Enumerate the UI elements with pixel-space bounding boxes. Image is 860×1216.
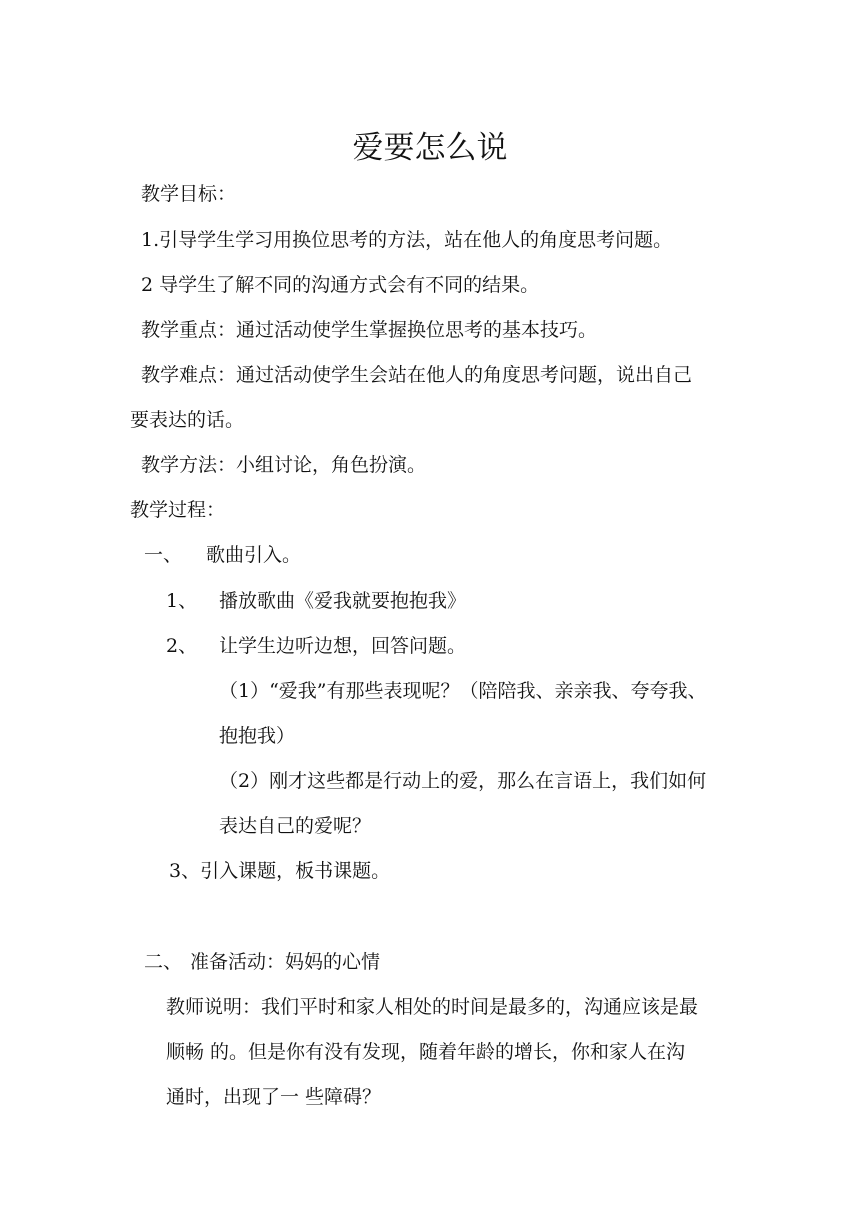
process-heading: 教学过程： [130,499,226,521]
step-2-number: 2、 [166,635,198,657]
goal-item-1: 1.引导学生学习用换位思考的方法，站在他人的角度思考问题。 [141,229,673,251]
question-1-line-2: 抱抱我） [219,725,296,747]
question-2-line-1: （2）刚才这些都是行动上的爱，那么在言语上，我们如何 [219,770,707,792]
step-1-number: 1、 [166,590,198,612]
goal-heading: 教学目标： [141,183,237,205]
section-1-number: 一、 [144,544,183,566]
step-2-text: 让学生边听边想，回答问题。 [219,635,467,657]
paragraph-line-1: 教师说明：我们平时和家人相处的时间是最多的，沟通应该是最 [166,996,699,1018]
paragraph-line-2: 顺畅 的。但是你有没有发现，随着年龄的增长，你和家人在沟 [166,1041,686,1063]
step-3-text: 3、引入课题，板书课题。 [169,860,391,882]
difficulty-line-2: 要表达的话。 [130,409,245,431]
question-2-line-2: 表达自己的爱呢？ [219,815,372,837]
key-point: 教学重点：通过活动使学生掌握换位思考的基本技巧。 [141,319,598,341]
section-2-number: 二、 [144,951,183,973]
goal-item-2: 2 导学生了解不同的沟通方式会有不同的结果。 [141,274,540,296]
step-1-text: 播放歌曲《爱我就要抱抱我》 [219,590,467,612]
question-1-line-1: （1）“爱我”有那些表现呢？（陪陪我、亲亲我、夸夸我、 [219,680,707,702]
difficulty-line-1: 教学难点：通过活动使学生会站在他人的角度思考问题，说出自己 [141,364,693,386]
page-title: 爱要怎么说 [352,130,508,166]
section-1-title: 歌曲引入。 [206,544,302,566]
paragraph-line-3: 通时，出现了一 些障碍？ [166,1086,382,1108]
teaching-method: 教学方法：小组讨论，角色扮演。 [141,454,427,476]
section-2-title: 准备活动：妈妈的心情 [190,951,381,973]
